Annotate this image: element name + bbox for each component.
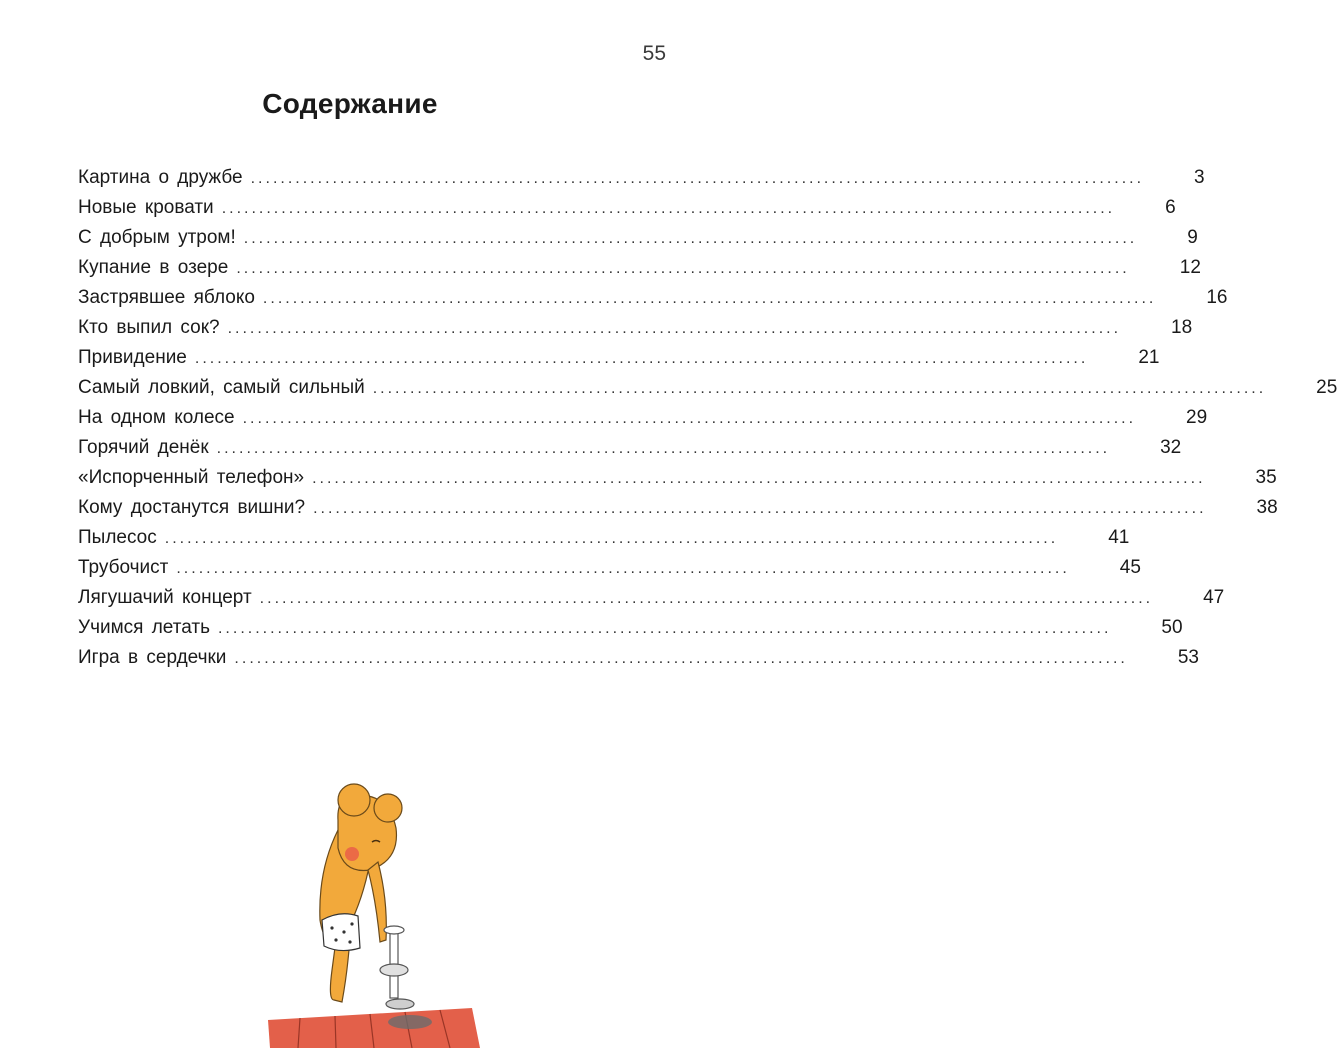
toc-entry-title: Застрявшее яблоко [78, 287, 255, 308]
toc-entry [78, 433, 1182, 463]
toc-entry-title: Лягушачий концерт [78, 587, 252, 608]
toc-leader-dots: ........................................................................................................................ [194, 350, 1089, 367]
toc-leader-dots: ........................................................................................................................ [216, 440, 1111, 457]
toc-entry [78, 193, 1176, 223]
toc-entry-page: 12 [1179, 257, 1201, 278]
toc-entry-title: Привидение [78, 347, 187, 368]
toc-entry [78, 163, 1205, 193]
toc-leader-dots: ........................................................................................................................ [250, 170, 1145, 187]
toc-leader-dots: ........................................................................................................................ [312, 470, 1206, 487]
toc-entry-title: Горячий денёк [78, 437, 209, 458]
toc-entry [78, 343, 1160, 373]
toc-entry-page: 25 [1316, 377, 1337, 398]
toc-entry-title: Пылесос [78, 527, 157, 548]
toc-entry-title: Купание в озере [78, 257, 229, 278]
toc-entry-page: 53 [1177, 647, 1199, 668]
toc-entry [78, 223, 1198, 253]
toc-leader-dots: ........................................................................................................................ [234, 650, 1128, 667]
toc-entry-page: 16 [1206, 287, 1228, 308]
page-title: Содержание [262, 88, 438, 119]
toc-entry-page: 18 [1171, 317, 1193, 338]
toc-entry [78, 313, 1193, 343]
toc-entry [78, 283, 1228, 313]
toc-leader-dots: ........................................................................................................................ [164, 530, 1059, 547]
toc-entry-page: 3 [1194, 167, 1205, 188]
toc-leader-dots: ........................................................................................................................ [243, 230, 1138, 247]
toc-leader-dots: ........................................................................................................................ [227, 320, 1122, 337]
toc-entry [78, 463, 1277, 493]
toc-entry-page: 41 [1108, 527, 1130, 548]
table-of-contents [78, 163, 1337, 673]
toc-entry [78, 403, 1208, 433]
toc-entry [78, 373, 1337, 403]
toc-entry-title: Новые кровати [78, 197, 214, 218]
toc-entry-title: Самый ловкий, самый сильный [78, 377, 365, 398]
toc-entry [78, 583, 1225, 613]
toc-leader-dots: ........................................................................................................................ [221, 200, 1116, 217]
toc-entry-title: Учимся летать [78, 617, 210, 638]
toc-entry-page: 35 [1255, 467, 1277, 488]
toc-entry [78, 523, 1130, 553]
toc-entry-page: 32 [1160, 437, 1182, 458]
toc-entry-title: Кому достанутся вишни? [78, 497, 306, 518]
toc-leader-dots: ........................................................................................................................ [372, 380, 1267, 397]
bear-shorts [322, 914, 360, 951]
bear-ear [338, 784, 370, 816]
toc-entry-title: Игра в сердечки [78, 647, 227, 668]
toc-leader-dots: ........................................................................................................................ [236, 260, 1130, 277]
toc-leader-dots: ........................................................................................................................ [176, 560, 1070, 577]
toc-entry-page: 6 [1165, 197, 1176, 218]
toc-entry-page: 50 [1161, 617, 1183, 638]
toc-leader-dots: ........................................................................................................................ [262, 290, 1157, 307]
toc-entry-page: 29 [1186, 407, 1208, 428]
toc-leader-dots: ........................................................................................................................ [217, 620, 1112, 637]
toc-leader-dots: ........................................................................................................................ [242, 410, 1137, 427]
bear-illustration [240, 770, 480, 1048]
toc-entry-title: С добрым утром! [78, 227, 236, 248]
toc-entry-title: Картина о дружбе [78, 167, 243, 188]
toc-leader-dots: ........................................................................................................................ [259, 590, 1154, 607]
toc-entry-title: Трубочист [78, 557, 169, 578]
toc-entry-title: «Испорченный телефон» [78, 467, 305, 488]
toc-entry [78, 643, 1199, 673]
toc-entry-title: Кто выпил сок? [78, 317, 220, 338]
bear-cheek [345, 847, 359, 861]
toc-entry [78, 553, 1141, 583]
toc-entry-page: 47 [1203, 587, 1225, 608]
toc-entry-page: 21 [1138, 347, 1160, 368]
toc-entry-page: 45 [1119, 557, 1141, 578]
toc-entry-page: 9 [1187, 227, 1198, 248]
toc-entry [78, 493, 1278, 523]
page-number: 55 [642, 42, 666, 65]
toc-entry [78, 613, 1183, 643]
toc-leader-dots: ........................................................................................................................ [313, 500, 1207, 517]
toc-entry-page: 38 [1256, 497, 1278, 518]
toc-entry-title: На одном колесе [78, 407, 235, 428]
toc-entry [78, 253, 1201, 283]
